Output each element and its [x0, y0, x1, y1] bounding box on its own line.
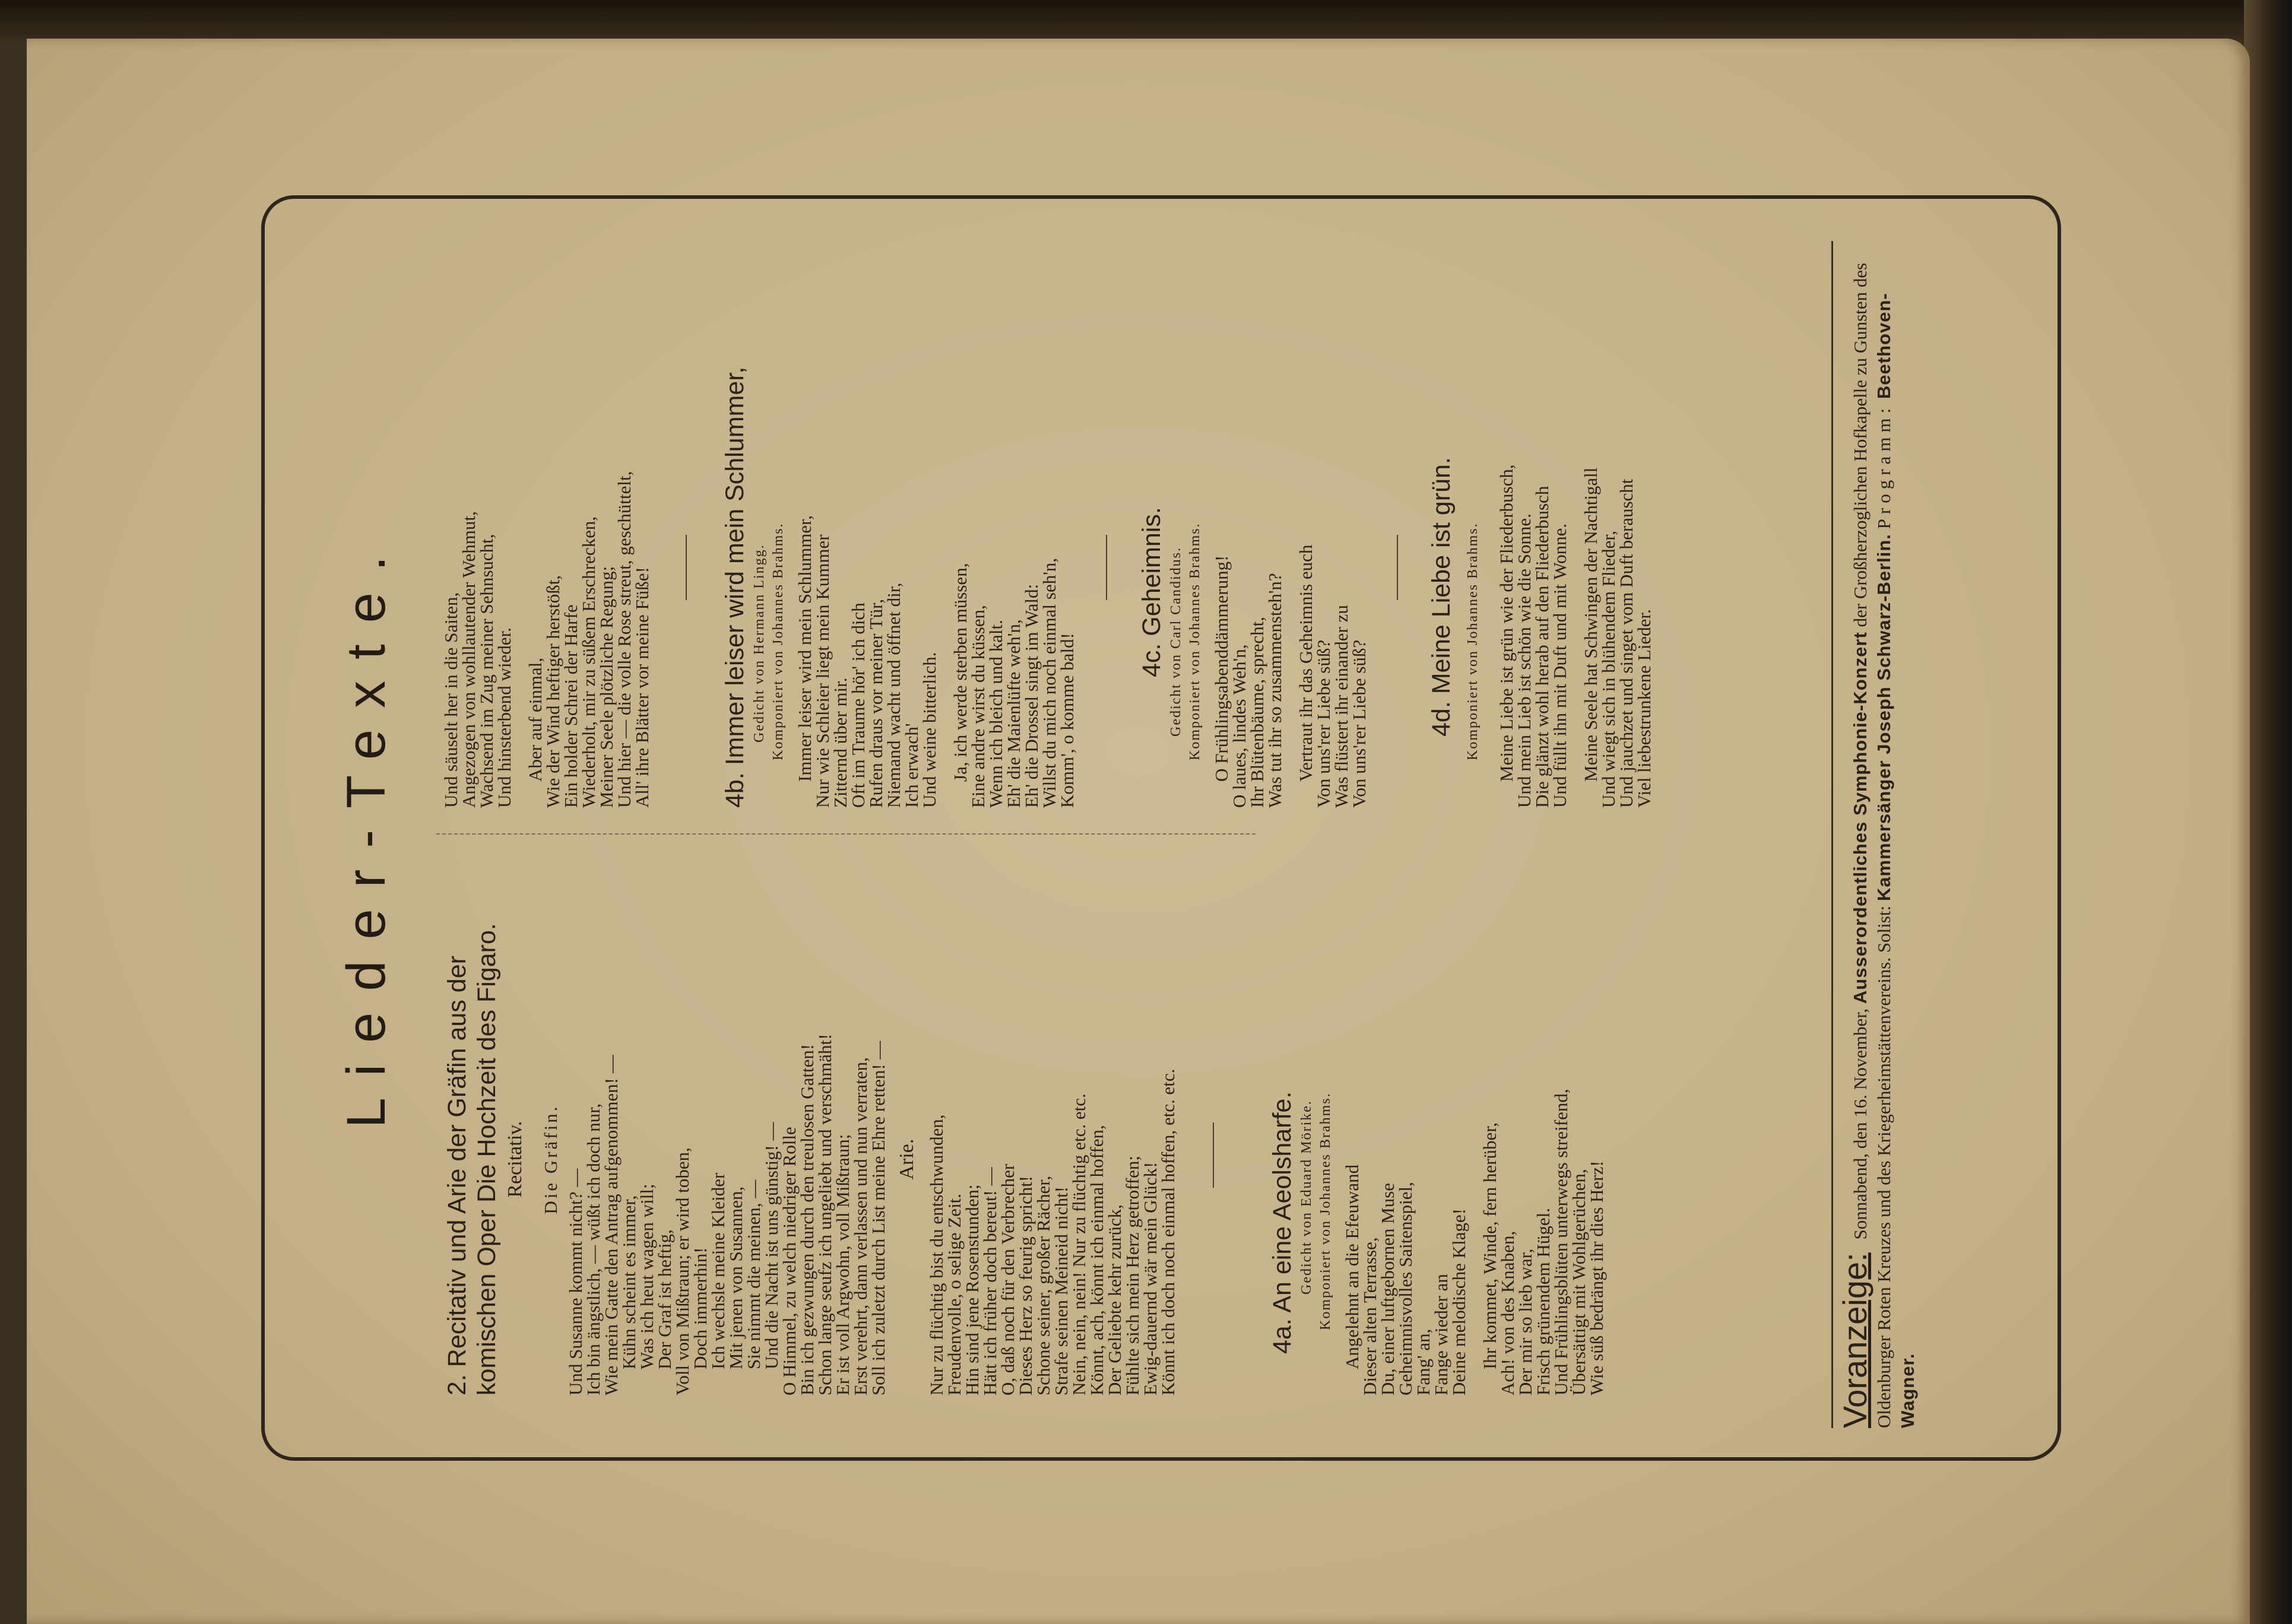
- section-separator: [686, 535, 687, 600]
- verse-line: Immer leiser wird mein Schlummer,: [794, 515, 815, 782]
- verse-line: Und weine bitterlich.: [919, 652, 940, 808]
- verse-line: Der Geliebte kehr zurück,: [1104, 1204, 1125, 1395]
- announcement: [1836, 229, 1920, 1428]
- verse-line: Meine Liebe ist grün wie der Fliederbusch,: [1496, 464, 1517, 782]
- verse-line: Wachsend im Zug meiner Sehnsucht,: [476, 534, 497, 808]
- verse-line: Deine melodische Klage!: [1448, 1208, 1469, 1395]
- verse-line: Sie nimmt die meinen, —: [743, 1179, 764, 1369]
- verse-line: Fang' an,: [1413, 1328, 1434, 1395]
- section-separator: [1397, 535, 1398, 600]
- column-divider: [436, 833, 1256, 835]
- section-separator: [1106, 535, 1107, 600]
- verse-line: Er ist voll Argwohn, voll Mißtraun;: [832, 1134, 853, 1395]
- verse-line: Und hier — die volle Rose streut, geschüttelt,: [614, 471, 635, 808]
- composer-4c: Komponiert von Johannes Brahms.: [1187, 522, 1203, 760]
- verse-line: Rufen draus vor meiner Tür,: [866, 598, 886, 808]
- verse-line: Viel liebestrunkene Lieder.: [1634, 609, 1654, 808]
- heading-4a: 4a. An eine Aeolsharfe.: [1268, 1091, 1296, 1354]
- arie-text: [928, 923, 1177, 1395]
- song-4a-continued: [442, 367, 651, 808]
- column-left: [442, 923, 1606, 1395]
- verse-line: Könnt, ach, könnt ich einmal hoffen,: [1086, 1125, 1107, 1395]
- verse-line: Ihr Blütenbäume, sprecht,: [1247, 617, 1267, 808]
- verse-line: Könnt ich doch noch einmal hoffen, etc. etc.: [1158, 1068, 1178, 1395]
- verse-line: Erst verehrt, dann verlassen und nun verraten,: [850, 1057, 871, 1395]
- verse-line: Ich bin ängstlich, — wüßt ich doch nur,: [583, 1103, 604, 1395]
- verse-line: Was tut ihr so zusammensteh'n?: [1264, 573, 1285, 808]
- verse-line: Bin ich gezwungen durch den treulosen Gatten!: [797, 1043, 817, 1395]
- verse-line: Eine andre wirst du küssen,: [968, 605, 988, 808]
- rotated-content: [27, 39, 2250, 1624]
- verse-line: Angezogen von wohllautender Wehmut,: [458, 511, 479, 808]
- verse-line: Ich erwach': [901, 723, 922, 808]
- heading-4b: 4b. Immer leiser wird mein Schlummer,: [721, 366, 749, 808]
- poet-4a: Gedicht von Eduard Mörike.: [1299, 1100, 1314, 1295]
- verse-line: Wie der Wind heftiger herstößt,: [543, 575, 563, 808]
- verse-line: Strafe seinen Meineid nicht!: [1051, 1186, 1071, 1395]
- verse-line: Was ich heut wagen will;: [636, 1184, 657, 1369]
- poet-4c: Gedicht von Carl Candidus.: [1168, 547, 1184, 737]
- verse-line: Und Frühlingsblüten unterwegs streifend,: [1551, 1089, 1571, 1395]
- verse-line: Soll ich zuletzt durch List meine Ehre retten! —: [868, 1041, 889, 1395]
- arie-label: Arie.: [896, 1138, 918, 1180]
- verse-line: Willst du mich noch einmal seh'n,: [1039, 557, 1060, 808]
- verse-line: Schon lange seufz ich ungeliebt und verschmäht!: [814, 1033, 835, 1395]
- verse-line: All' ihre Blätter vor meine Füße!: [632, 567, 652, 808]
- verse-line: Nein, nein, nein! Nur zu flüchtig etc. etc.: [1069, 1093, 1089, 1395]
- heading-recitativ-line1: 2. Recitativ und Arie der Gräfin aus der: [443, 956, 471, 1395]
- column-right: [442, 367, 1653, 808]
- announcement-rule: [1831, 241, 1833, 1428]
- verse-line: O laues, lindes Weh'n,: [1229, 644, 1250, 808]
- verse-line: Oft im Traume hör' ich dich: [848, 602, 868, 808]
- speaker-label: Die Gräfin.: [540, 1104, 561, 1214]
- soloist-name: Kammersänger Joseph Schwarz-Berlin.: [1873, 534, 1894, 902]
- verse-line: Aber auf einmal,: [525, 657, 546, 782]
- verse-line: O, daß noch für den Verbrecher: [997, 1163, 1018, 1395]
- verse-line: Niemand wacht und öffnet dir,: [883, 582, 904, 808]
- verse-line: Doch immerhin!: [690, 1247, 711, 1369]
- recitativ-label: Recitativ.: [504, 1121, 526, 1198]
- program-page: [27, 39, 2250, 1624]
- heading-recitativ-line2: komischen Oper Die Hochzeit des Figaro.: [473, 923, 501, 1395]
- verse-line: Schone seiner, großer Rächer,: [1033, 1175, 1054, 1395]
- verse-line: Nur zu flüchtig bist du entschwunden,: [926, 1114, 947, 1395]
- verse-line: Frisch grünendem Hügel.: [1533, 1208, 1554, 1395]
- verse-line: Und Susanne kommt nicht? —: [565, 1168, 586, 1395]
- verse-line: Hätt ich früher doch bereut! —: [979, 1167, 1000, 1395]
- page-title: Lieder-Texte.: [336, 534, 397, 1128]
- verse-line: Zitternd über mir.: [830, 677, 851, 808]
- verse-line: Meine Seele hat Schwingen der Nachtigall: [1580, 467, 1601, 782]
- verse-line: Ach! von des Knaben,: [1497, 1230, 1518, 1395]
- verse-line: Dieses Herz so feurig spricht!: [1015, 1175, 1036, 1395]
- song-4a-text: [1343, 923, 1606, 1395]
- verse-line: Mit jenen von Susannen,: [725, 1186, 746, 1369]
- verse-line: Und säuselt her in die Saiten,: [440, 592, 461, 808]
- verse-line: Freudenvolle, o selige Zeit.: [944, 1193, 965, 1395]
- verse-line: Fühlte sich mein Herz getroffen;: [1122, 1155, 1143, 1395]
- program-content: Beethoven-Wagner.: [1873, 293, 1918, 1428]
- composer-4b: Komponiert von Johannes Brahms.: [771, 522, 786, 760]
- verse-line: Dieser alten Terrasse,: [1359, 1237, 1380, 1395]
- verse-line: Du, einer luftgebornen Muse: [1377, 1182, 1398, 1395]
- verse-line: Meiner Seele plötzliche Regung;: [596, 566, 617, 808]
- verse-line: Geheimnisvolles Saitenspiel,: [1395, 1182, 1416, 1395]
- verse-line: Übersättigt mit Wohlgerüchen,: [1568, 1169, 1589, 1395]
- song-4c-text: [1213, 367, 1368, 808]
- verse-line: Nur wie Schleier liegt mein Kummer: [812, 534, 833, 808]
- verse-line: Eh' die Maienlüfte weh'n,: [1003, 619, 1024, 808]
- program-label: Programm:: [1873, 403, 1894, 529]
- verse-line: Wie süß bedrängt ihr dies Herz!: [1586, 1160, 1607, 1395]
- heading-4d: 4d. Meine Liebe ist grün.: [1427, 457, 1456, 737]
- section-separator: [1213, 1122, 1214, 1188]
- verse-line: Und mein Lieb ist schön wie die Sonne.: [1514, 513, 1535, 808]
- verse-line: Hin sind jene Rosenstunden;: [962, 1184, 982, 1395]
- verse-line: Die glänzt wohl herab auf den Fliederbusch: [1532, 486, 1552, 808]
- verse-line: Vertraut ihr das Geheimnis euch: [1295, 544, 1316, 782]
- verse-line: Der mir so lieb war,: [1515, 1248, 1536, 1395]
- verse-line: Ich wechsle meine Kleider: [708, 1172, 728, 1369]
- verse-line: Voll von Mißtraun; er wird toben,: [672, 1147, 693, 1395]
- heading-4c: 4c. Geheimnis.: [1137, 507, 1166, 677]
- song-4d-text: [1498, 367, 1653, 808]
- verse-line: Und füllt ihn mit Duft und mit Wonne.: [1549, 523, 1570, 808]
- verse-line: Wenn ich bleich und kalt.: [985, 620, 1006, 808]
- composer-4d: Komponiert von Johannes Brahms.: [1465, 522, 1481, 760]
- song-4b-text: [796, 367, 1076, 808]
- verse-line: Von uns'rer Liebe süß?: [1313, 639, 1334, 808]
- verse-line: Und die Nacht ist uns günstig! —: [761, 1122, 782, 1369]
- recitativ-text: [567, 923, 887, 1395]
- verse-line: Und wiegt sich in blühendem Flieder,: [1598, 530, 1619, 808]
- announcement-date: Sonnabend, den 16. November,: [1850, 1008, 1871, 1240]
- verse-line: Was flüstert ihr einander zu: [1331, 605, 1352, 808]
- composer-4a: Komponiert von Johannes Brahms.: [1318, 1092, 1333, 1330]
- scan-background-edge: [2244, 0, 2292, 1624]
- verse-line: Ja, ich werde sterben müssen,: [950, 563, 971, 782]
- verse-line: Kühn scheint es immer,: [619, 1195, 639, 1369]
- verse-line: Ein holder Schrei der Harfe: [560, 604, 581, 808]
- announcement-text: der Großherzoglichen Hofkapelle zu Gunsten des Oldenburger Roten Kreuzes und des Kriegerheimstättenvereins. Solist:: [1850, 262, 1894, 1428]
- verse-line: O Himmel, zu welch niedriger Rolle: [779, 1127, 800, 1395]
- verse-line: Und jauchzet und singet vom Duft berauscht: [1616, 478, 1637, 808]
- verse-line: Von uns'rer Liebe süß?: [1349, 639, 1370, 808]
- poet-4b: Gedicht von Hermann Lingg.: [752, 544, 767, 743]
- verse-line: Ihr kommet, Winde, fern herüber,: [1479, 1122, 1500, 1369]
- verse-line: Wie mein Gatte den Antrag aufgenommen! —: [601, 1055, 622, 1395]
- verse-line: Wiederholt, mir zu süßem Erschrecken,: [578, 516, 599, 808]
- verse-line: Angelehnt an die Efeuwand: [1342, 1164, 1362, 1369]
- concert-title: Ausserordentliches Symphonie-Konzert: [1850, 632, 1871, 1004]
- scan-background-top: [0, 0, 2292, 42]
- announcement-label: Voranzeige:: [1836, 1252, 1873, 1428]
- verse-line: Komm', o komme bald!: [1057, 633, 1077, 808]
- verse-line: O Frühlingsabenddämmerung!: [1211, 555, 1232, 782]
- verse-line: Der Graf ist heftig,: [654, 1229, 675, 1369]
- verse-line: Eh' die Drossel singt im Wald:: [1021, 583, 1042, 808]
- verse-line: Und hinsterbend wieder.: [494, 627, 515, 808]
- verse-line: Ewig-dauernd wär mein Glück!: [1140, 1162, 1161, 1395]
- verse-line: Fange wieder an: [1431, 1274, 1451, 1395]
